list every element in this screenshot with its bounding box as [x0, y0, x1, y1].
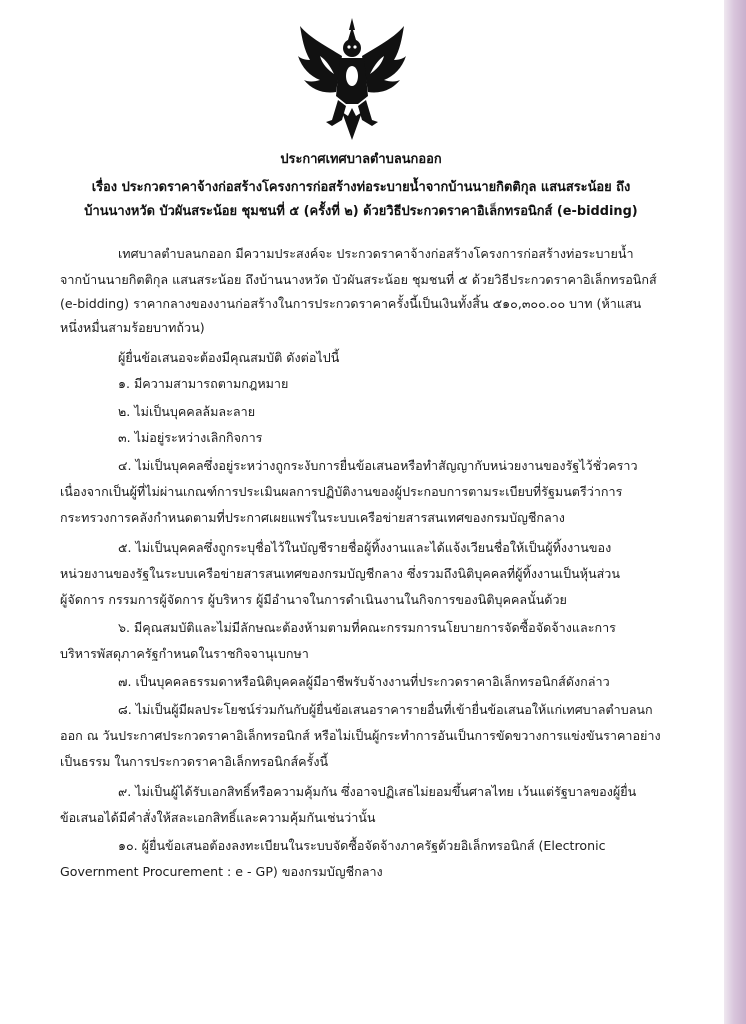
- subject-line-1: เรื่อง ประกวดราคาจ้างก่อสร้างโครงการก่อสร้างท่อระบายน้ำจากบ้านนายกิตติกุล แสนสระน้อย ถึง: [91, 180, 631, 195]
- qualification-item-7: ๗. เป็นบุคคลธรรมดาหรือนิติบุคคลผู้มีอาชีพรับจ้างงานที่ประกวดราคาอิเล็กทรอนิกส์ดังกล่าว: [118, 674, 610, 689]
- qualification-item-1: ๑. มีความสามารถตามกฎหมาย: [118, 376, 289, 391]
- qualification-item-3: ๓. ไม่อยู่ระหว่างเลิกกิจการ: [118, 430, 263, 445]
- qualification-item-9-line-2: ข้อเสนอได้มีคำสั่งให้สละเอกสิทธิ์และความคุ้มกันเช่นว่านั้น: [60, 810, 376, 825]
- garuda-emblem-icon: [296, 16, 408, 142]
- qualification-item-10-line-1: ๑๐. ผู้ยื่นข้อเสนอต้องลงทะเบียนในระบบจัดซื้อจัดจ้างภาครัฐด้วยอิเล็กทรอนิกส์ (Electronic: [118, 838, 606, 853]
- qualification-item-4-line-3: กระทรวงการคลังกำหนดตามที่ประกาศเผยแพร่ในระบบเครือข่ายสารสนเทศของกรมบัญชีกลาง: [60, 510, 565, 525]
- qualification-item-5-line-3: ผู้จัดการ กรรมการผู้จัดการ ผู้บริหาร ผู้มีอำนาจในการดำเนินงานในกิจการของนิติบุคคลนั้นด้วย: [60, 592, 567, 607]
- subject-line-2: บ้านนางหวัด บัวผันสระน้อย ชุมชนที่ ๕ (ครั้งที่ ๒) ด้วยวิธีประกวดราคาอิเล็กทรอนิกส์ (e-bidding): [84, 204, 638, 219]
- intro-line-4: หนึ่งหมื่นสามร้อยบาทถ้วน): [60, 320, 205, 335]
- intro-line-2: จากบ้านนายกิตติกุล แสนสระน้อย ถึงบ้านนางหวัด บัวผันสระน้อย ชุมชนที่ ๕ ด้วยวิธีประกวดราคาอิเล็กทรอนิกส์: [60, 272, 657, 287]
- page-edge-band: [724, 0, 746, 1024]
- qualification-item-5-line-2: หน่วยงานของรัฐในระบบเครือข่ายสารสนเทศของกรมบัญชีกลาง ซึ่งรวมถึงนิติบุคคลที่ผู้ทิ้งงานเป็นหุ้นส่วน: [60, 566, 620, 581]
- qualification-item-4-line-2: เนื่องจากเป็นผู้ที่ไม่ผ่านเกณฑ์การประเมินผลการปฏิบัติงานของผู้ประกอบการตามระเบียบที่รัฐมนตรีว่าการ: [60, 484, 623, 499]
- qualification-item-6-line-2: บริหารพัสดุภาครัฐกำหนดในราชกิจจานุเบกษา: [60, 646, 309, 661]
- qualification-item-2: ๒. ไม่เป็นบุคคลล้มละลาย: [118, 404, 256, 419]
- intro-line-1: เทศบาลตำบลนกออก มีความประสงค์จะ ประกวดราคาจ้างก่อสร้างโครงการก่อสร้างท่อระบายน้ำ: [118, 246, 634, 261]
- qualification-item-5-line-1: ๕. ไม่เป็นบุคคลซึ่งถูกระบุชื่อไว้ในบัญชีรายชื่อผู้ทิ้งงานและได้แจ้งเวียนชื่อให้เป็นผู้ทิ้งงานของ: [118, 540, 612, 555]
- qualification-item-8-line-1: ๘. ไม่เป็นผู้มีผลประโยชน์ร่วมกันกับผู้ยื่นข้อเสนอราคารายอื่นที่เข้ายื่นข้อเสนอให้แก่เทศบาลตำบลนก: [118, 702, 653, 717]
- qualification-item-6-line-1: ๖. มีคุณสมบัติและไม่มีลักษณะต้องห้ามตามที่คณะกรรมการนโยบายการจัดซื้อจัดจ้างและการ: [118, 620, 616, 635]
- qualification-item-8-line-2: ออก ณ วันประกาศประกวดราคาอิเล็กทรอนิกส์ หรือไม่เป็นผู้กระทำการอันเป็นการขัดขวางการแข่งขันราคาอย่าง: [60, 728, 661, 743]
- intro-line-3: (e-bidding) ราคากลางของงานก่อสร้างในการประกวดราคาครั้งนี้เป็นเงินทั้งสิ้น ๕๑๐,๓๐๐.๐๐ บาท (ห้าแสน: [60, 296, 642, 311]
- qualifications-intro: ผู้ยื่นข้อเสนอจะต้องมีคุณสมบัติ ดังต่อไปนี้: [118, 350, 340, 365]
- announcement-heading: ประกาศเทศบาลตำบลนกออก: [280, 152, 442, 167]
- qualification-item-10-line-2: Government Procurement : e - GP) ของกรมบัญชีกลาง: [60, 864, 383, 879]
- qualification-item-4-line-1: ๔. ไม่เป็นบุคคลซึ่งอยู่ระหว่างถูกระงับการยื่นข้อเสนอหรือทำสัญญากับหน่วยงานของรัฐไว้ชั่วคราว: [118, 458, 638, 473]
- qualification-item-9-line-1: ๙. ไม่เป็นผู้ได้รับเอกสิทธิ์หรือความคุ้มกัน ซึ่งอาจปฏิเสธไม่ยอมขึ้นศาลไทย เว้นแต่รัฐบาลของผู้ยื่น: [118, 784, 637, 799]
- qualification-item-8-line-3: เป็นธรรม ในการประกวดราคาอิเล็กทรอนิกส์ครั้งนี้: [60, 754, 329, 769]
